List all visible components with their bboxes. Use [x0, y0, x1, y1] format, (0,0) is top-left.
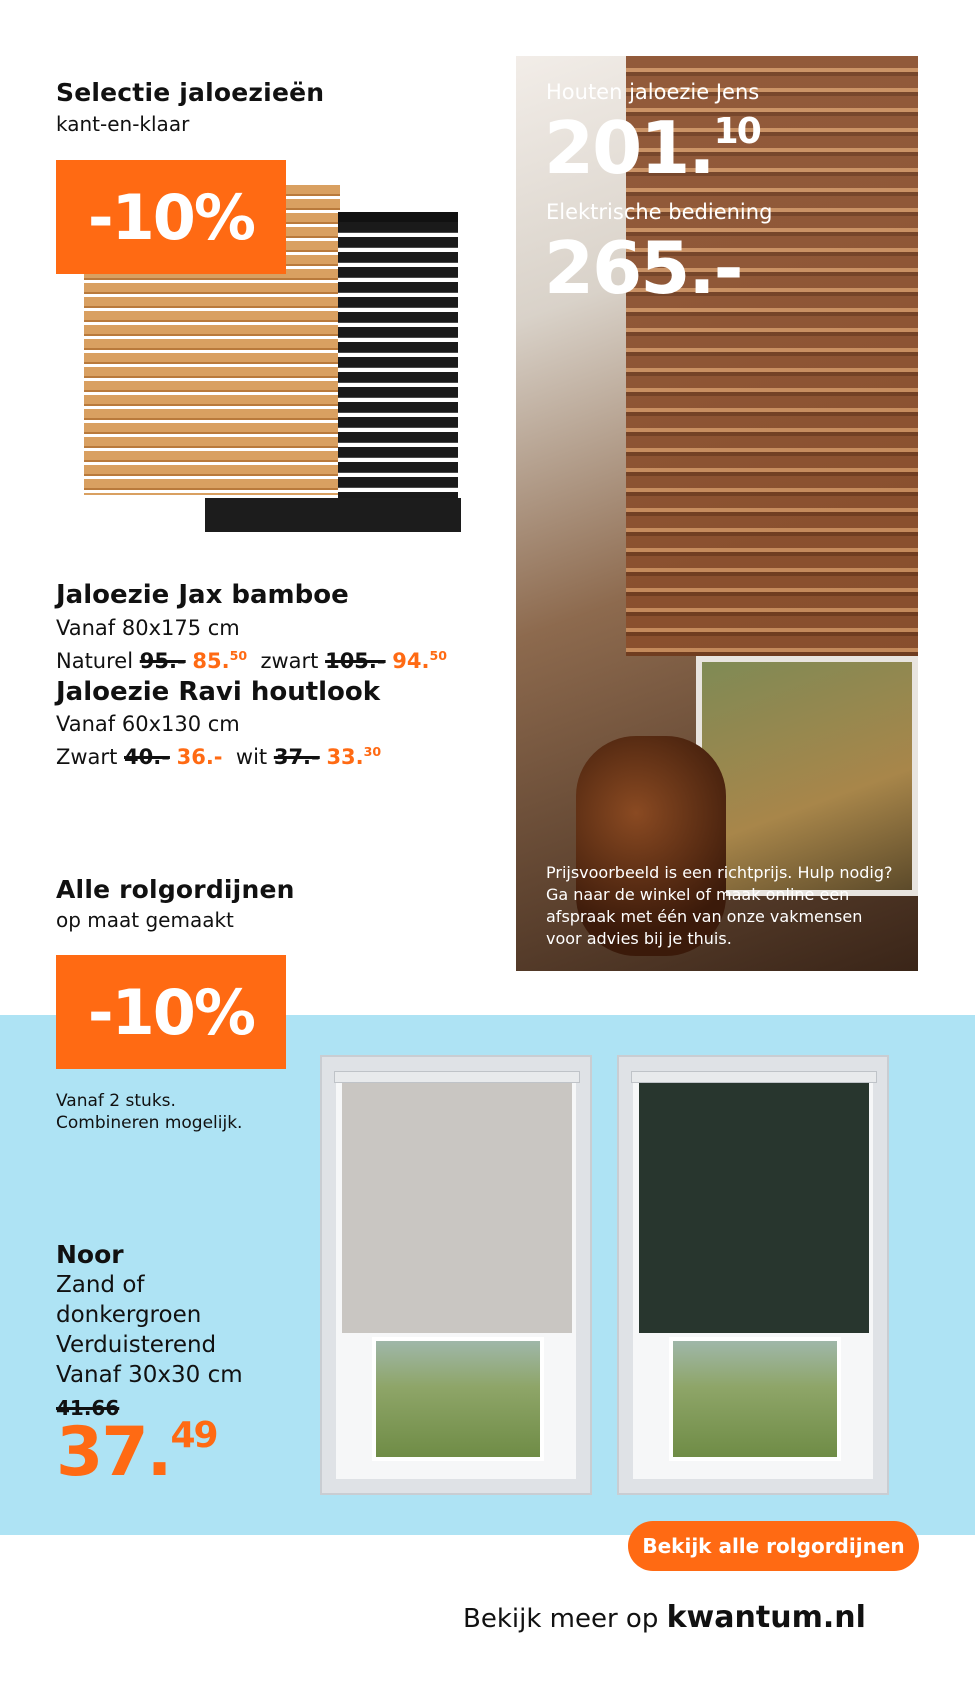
jax-size: Vanaf 80x175 cm: [56, 616, 240, 640]
window-green: [617, 1055, 889, 1495]
window-sand: [320, 1055, 592, 1495]
jax-prices: [56, 648, 447, 673]
ravi-wit-new-price: 33.30: [326, 744, 382, 769]
sand-roller-shade: [342, 1083, 572, 1333]
hero-electric-label: Elektrische bediening: [546, 200, 773, 224]
footer-brand-link[interactable]: kwantum.nl: [666, 1600, 866, 1635]
blind-bottom-rail: [205, 498, 461, 532]
rolgordijnen-title: Alle rolgordijnen: [56, 875, 295, 904]
black-blind-image: [338, 212, 458, 530]
noor-line1: Zand of: [56, 1272, 145, 1298]
view-all-roller-blinds-button[interactable]: Bekijk alle rolgordijnen: [628, 1521, 919, 1571]
noor-title: Noor: [56, 1240, 124, 1269]
rolgordijnen-subtitle: op maat gemaakt: [56, 908, 234, 932]
noor-new-price: 37.49: [56, 1413, 217, 1492]
ravi-title: Jaloezie Ravi houtlook: [56, 677, 381, 707]
footer-text: Bekijk meer op: [463, 1604, 659, 1634]
hero-electric-price: 265.-: [544, 226, 742, 310]
hero-price: 201.10: [544, 106, 760, 190]
rolgordijnen-discount-badge: -10%: [56, 955, 286, 1069]
rolgordijnen-note: [56, 1090, 242, 1134]
jaloezieen-discount-badge: -10%: [56, 160, 286, 274]
noor-details: [56, 1240, 243, 1390]
jax-naturel-new-price: 85.50: [192, 648, 248, 673]
ravi-zwart-label: Zwart: [56, 745, 118, 769]
jax-naturel-label: Naturel: [56, 649, 134, 673]
hero-disclaimer: Prijsvoorbeeld is een richtprijs. Hulp nodig? Ga naar de winkel of maak online een afspraak met één van onze vakmensen voor advies bij je thuis.: [546, 863, 893, 948]
ravi-wit-old-price: 37.-: [273, 745, 320, 769]
rolgordijnen-note-line1: Vanaf 2 stuks.: [56, 1091, 176, 1111]
noor-line4: Vanaf 30x30 cm: [56, 1362, 243, 1388]
hero-product-name: Houten jaloezie Jens: [546, 80, 760, 104]
footer: [463, 1600, 866, 1635]
jax-naturel-old-price: 95.-: [139, 649, 186, 673]
hero-photo: [516, 56, 918, 971]
jaloezieen-subtitle: kant-en-klaar: [56, 112, 190, 136]
green-roller-shade: [639, 1083, 869, 1333]
noor-old-price: 41.66: [56, 1396, 120, 1420]
ravi-prices: [56, 744, 381, 769]
jax-zwart-new-price: 94.50: [392, 648, 448, 673]
ravi-zwart-new-price: 36.-: [176, 745, 223, 769]
rolgordijnen-note-line2: Combineren mogelijk.: [56, 1113, 243, 1133]
noor-line3: Verduisterend: [56, 1332, 217, 1358]
jax-title: Jaloezie Jax bamboe: [56, 580, 349, 610]
jax-zwart-old-price: 105.-: [325, 649, 386, 673]
jaloezieen-title: Selectie jaloezieën: [56, 78, 325, 107]
ravi-zwart-old-price: 40.-: [124, 745, 170, 769]
jax-zwart-label: zwart: [260, 649, 319, 673]
ravi-size: Vanaf 60x130 cm: [56, 712, 240, 736]
noor-line2: donkergroen: [56, 1302, 202, 1328]
ravi-wit-label: wit: [235, 745, 268, 769]
